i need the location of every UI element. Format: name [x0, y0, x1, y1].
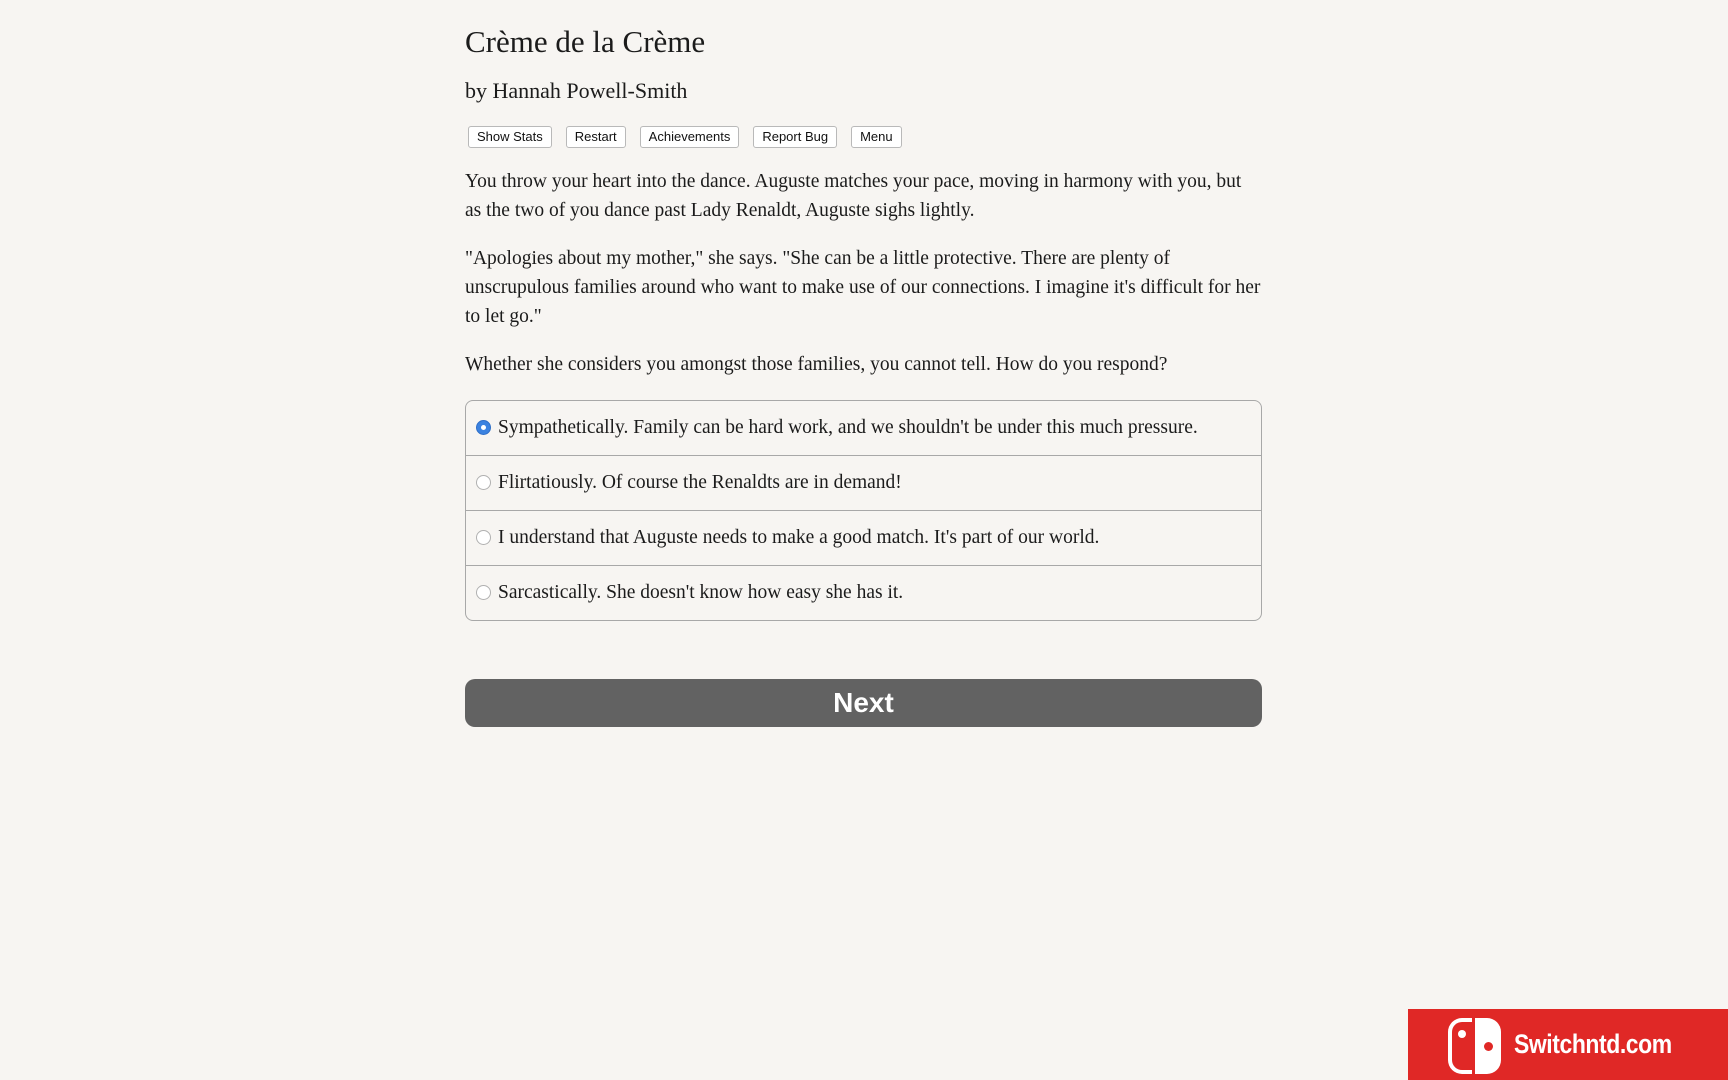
- choice-list: [465, 400, 1262, 621]
- choice-label: Flirtatiously. Of course the Renaldts are in demand!: [498, 472, 902, 493]
- choice-label: Sympathetically. Family can be hard work, and we shouldn't be under this much pressure.: [498, 417, 1198, 438]
- watermark-banner: [1408, 1009, 1728, 1080]
- choice-option[interactable]: [466, 401, 1261, 455]
- story-paragraph: You throw your heart into the dance. Auguste matches your pace, moving in harmony with you, but as the two of you dance past Lady Renaldt, Auguste sighs lightly.: [465, 171, 1242, 221]
- watermark-text: Switchntd.com: [1514, 1029, 1672, 1059]
- radio-unselected-icon[interactable]: [476, 585, 491, 600]
- menu-button[interactable]: Menu: [851, 126, 902, 148]
- radio-unselected-icon[interactable]: [476, 530, 491, 545]
- choice-label: I understand that Auguste needs to make a good match. It's part of our world.: [498, 527, 1100, 548]
- game-title: Crème de la Crème: [465, 24, 706, 59]
- achievements-button[interactable]: Achievements: [640, 126, 740, 148]
- nintendo-switch-logo-icon: [1448, 1014, 1508, 1076]
- choice-option[interactable]: [466, 510, 1261, 565]
- radio-selected-icon[interactable]: [476, 420, 491, 435]
- radio-unselected-icon[interactable]: [476, 475, 491, 490]
- game-author: by Hannah Powell-Smith: [465, 78, 688, 103]
- story-prompt: Whether she considers you amongst those families, you cannot tell. How do you respond?: [465, 354, 1168, 375]
- story-paragraph: "Apologies about my mother," she says. "She can be a little protective. There are plenty of unscrupulous families around who want to make use of our connections. I imagine it's difficult for her to let go.": [465, 248, 1261, 327]
- choice-option[interactable]: [466, 455, 1261, 510]
- report-bug-button[interactable]: Report Bug: [753, 126, 837, 148]
- restart-button[interactable]: Restart: [566, 126, 626, 148]
- choice-option[interactable]: [466, 565, 1261, 620]
- choice-label: Sarcastically. She doesn't know how easy she has it.: [498, 582, 904, 603]
- next-button[interactable]: Next: [465, 679, 1262, 727]
- toolbar: [468, 126, 902, 148]
- show-stats-button[interactable]: Show Stats: [468, 126, 552, 148]
